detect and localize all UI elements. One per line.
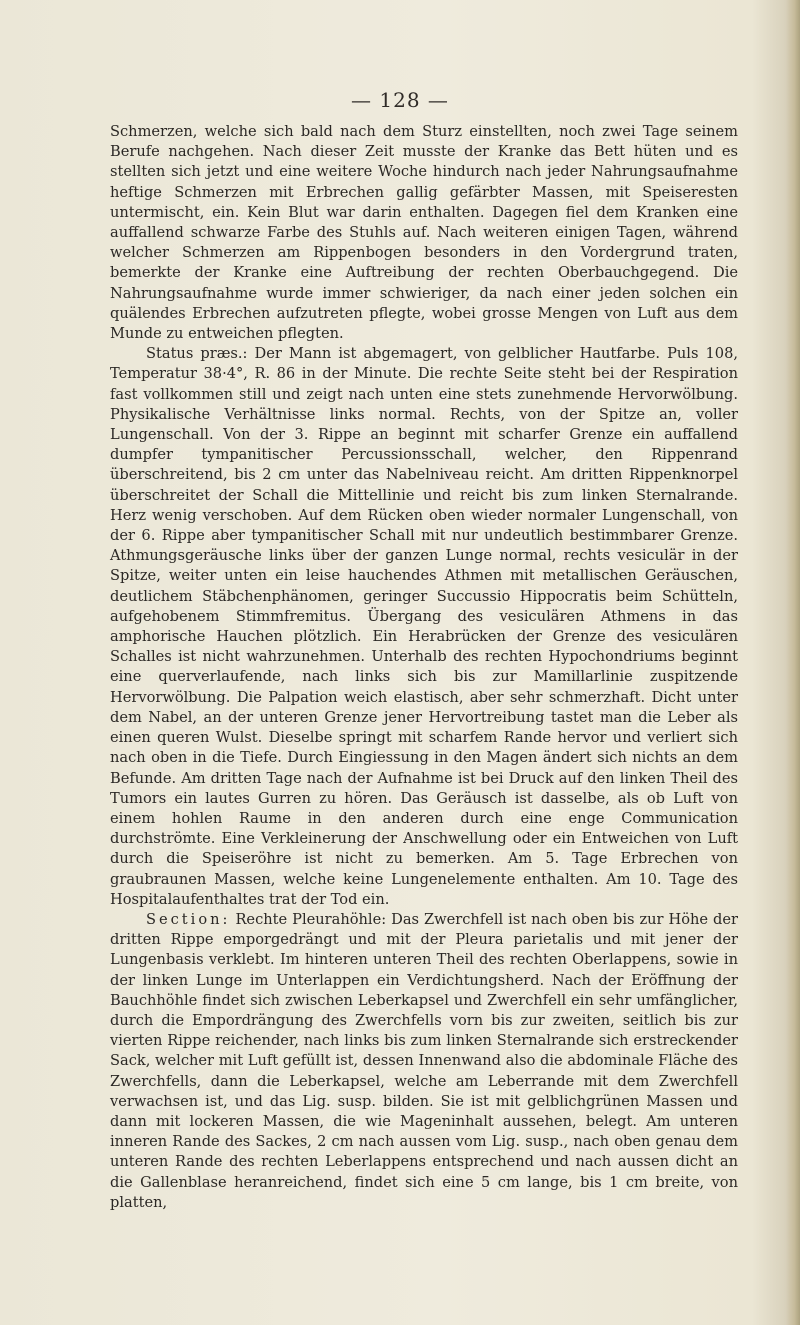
paragraph-history: Schmerzen, welche sich bald nach dem Sturz einstellten, noch zwei Tage seinem Berufe nachgehen. Nach dieser Zeit musste der Kranke das Bett hüten und es stellten sich jetzt und eine weitere Woche hindurch nach jeder Nahrungsaufnahme heftige Schmerzen mit Erbrechen gallig gefärbter Massen, mit Speiseresten untermischt, ein. Kein Blut war darin enthalten. Dagegen fiel dem Kranken eine auffallend schwarze Farbe des Stuhls auf. Nach weiteren einigen Tagen, während welcher Schmerzen am Rippenbogen besonders in den Vordergrund traten, bemerkte der Kranke eine Auftreibung der rechten Oberbauchgegend. Die Nahrungsaufnahme wurde immer schwieriger, da nach einer jeden solchen ein quälendes Erbrechen aufzutreten pflegte, wobei grosse Mengen von Luft aus dem Munde zu entweichen pflegten. (110, 123, 738, 343)
body-text (110, 122, 738, 1213)
page-edge-shadow (786, 0, 800, 1325)
section-lead: Section: (146, 910, 231, 928)
section-text: Rechte Pleurahöhle: Das Zwerchfell ist nach oben bis zur Höhe der dritten Rippe emporgedrängt und mit der Pleura parietalis und mit jener der Lungenbasis verklebt. Im hinteren unteren Theil des rechten Oberlappens, sowie in der linken Lunge im Unterlappen ein Verdichtungsherd. Nach der Eröffnung der Bauchhöhle findet sich zwischen Leberkapsel und Zwerchfell ein sehr umfänglicher, durch die Empordrängung des Zwerchfells vorn bis zur zweiten, seitlich bis zur vierten Rippe reichender, nach links bis zum linken Sternalrande sich erstreckender Sack, welcher mit Luft gefüllt ist, dessen Innenwand also die abdominale Fläche des Zwerchfells, dann die Leberkapsel, welche am Leberrande mit dem Zwerchfell verwachsen ist, und das Lig. susp. bilden. Sie ist mit gelblichgrünen Massen und dann mit lockeren Massen, die wie Mageninhalt aussehen, belegt. Am unteren inneren Rande des Sackes, 2 cm nach aussen vom Lig. susp., nach oben genau dem unteren Rande des rechten Leberlappens entsprechend und nach aussen dicht an die Gallenblase heranreichend, findet sich eine 5 cm lange, bis 1 cm breite, von platten, (110, 910, 738, 1211)
paragraph-status: Status præs.: Der Mann ist abgemagert, von gelblicher Hautfarbe. Puls 108, Temperatur 38·4°, R. 86 in der Minute. Die rechte Seite steht bei der Respiration fast vollkommen still und zeigt nach unten eine stets zunehmende Hervorwölbung. Physikalische Verhältnisse links normal. Rechts, von der Spitze an, voller Lungenschall. Von der 3. Rippe an beginnt mit scharfer Grenze ein auffallend dumpfer tympanitischer Percussionsschall, welcher, den Rippenrand überschreitend, bis 2 cm unter das Nabelniveau reicht. Am dritten Rippenknorpel überschreitet der Schall die Mittellinie und reicht bis zum linken Sternalrande. Herz wenig verschoben. Auf dem Rücken oben wieder normaler Lungenschall, von der 6. Rippe aber tympanitischer Schall mit nur undeutlich bestimmbarer Grenze. Athmungsgeräusche links über der ganzen Lunge normal, rechts vesiculär in der Spitze, weiter unten ein leise hauchendes Athmen mit metallischen Geräuschen, deutlichem Stäbchenphänomen, geringer Succussio Hippocratis beim Schütteln, aufgehobenem Stimmfremitus. Übergang des vesiculären Athmens in das amphorische Hauchen plötzlich. Ein Herabrücken der Grenze des vesiculären Schalles ist nicht wahrzunehmen. Unterhalb des rechten Hypochondriums beginnt eine querverlaufende, nach links sich bis zur Mamillarlinie zuspitzende Hervorwölbung. Die Palpation weich elastisch, aber sehr schmerzhaft. Dicht unter dem Nabel, an der unteren Grenze jener Hervortreibung tastet man die Leber als einen queren Wulst. Dieselbe springt mit scharfem Rande hervor und verliert sich nach oben in die Tiefe. Durch Eingiessung in den Magen ändert sich nichts an dem Befunde. Am dritten Tage nach der Aufnahme ist bei Druck auf den linken Theil des Tumors ein lautes Gurren zu hören. Das Geräusch ist dasselbe, als ob Luft von einem hohlen Raume in den anderen durch eine enge Communication durchströmte. Eine Verkleinerung der Anschwellung oder ein Entweichen von Luft durch die Speiseröhre ist nicht zu bemerken. Am 5. Tage Erbrechen von graubraunen Massen, welche keine Lungenelemente enthalten. Am 10. Tage des Hospitalaufenthaltes trat der Tod ein. (110, 345, 738, 908)
paragraph-section (110, 910, 738, 1213)
page-number: — 128 — (351, 88, 449, 112)
